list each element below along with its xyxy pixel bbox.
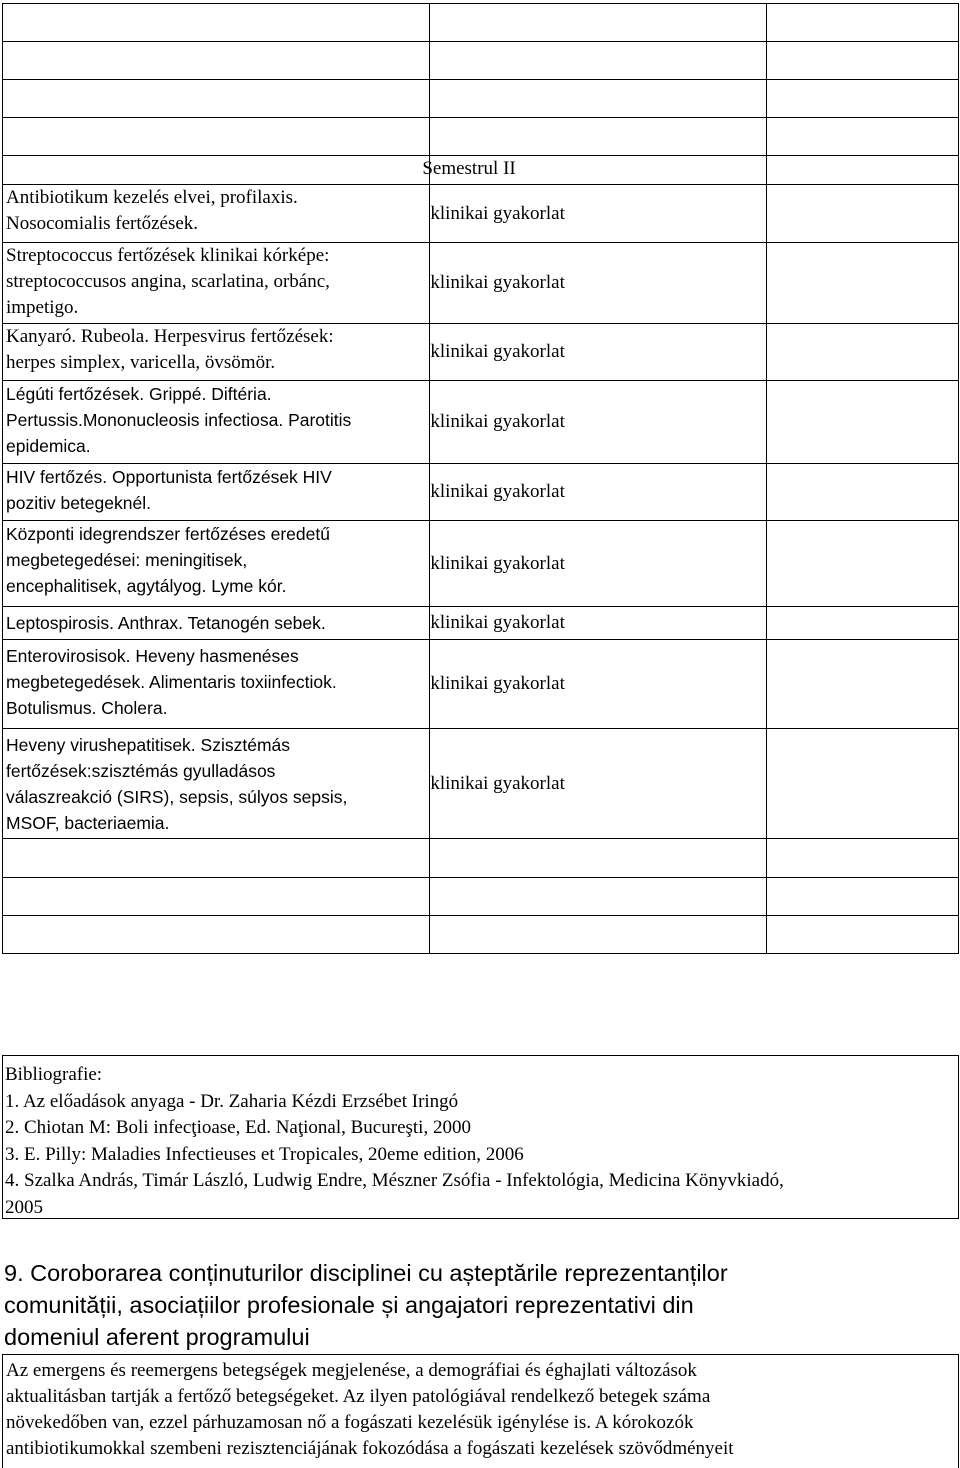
empty-row — [3, 80, 959, 118]
section-9-body: Az emergens és reemergens betegségek megjelenése, a demográfiai és éghajlati változások aktualitásban tartják a fertőző betegségeket. Az ilyen patológiával rendelkező betegek száma növekedőben van, ezzel párhuzamosan nő a fogászati kezelésük igénylése is. A kórokozók antibiotikumokkal szembeni rezisztenciájának fokozódása a fogászati kezelések szövődményeit — [2, 1354, 959, 1468]
table-row — [3, 464, 959, 521]
table-row — [3, 185, 959, 243]
bibliography-heading: Bibliografie: — [5, 1064, 103, 1085]
topic-cell: Központi idegrendszer fertőzéses eredetű megbetegedései: meningitisek, encephalitisek, agytályog. Lyme kór. — [3, 521, 430, 607]
activity-cell: klinikai gyakorlat — [430, 381, 767, 464]
activity-cell: klinikai gyakorlat — [430, 243, 767, 324]
topic-cell: Antibiotikum kezelés elvei, profilaxis. Nosocomialis fertőzések. — [3, 185, 430, 243]
activity-cell: klinikai gyakorlat — [430, 324, 767, 381]
semester-row — [3, 156, 959, 185]
empty-row — [3, 878, 959, 916]
table-row — [3, 243, 959, 324]
table-row — [3, 640, 959, 729]
table-row — [3, 607, 959, 640]
table-row — [3, 324, 959, 381]
bibliography-item: 4. Szalka András, Timár László, Ludwig Endre, Mészner Zsófia - Infektológia, Medicina Könyvkiadó, — [5, 1170, 784, 1191]
topic-cell: Heveny virushepatitisek. Szisztémás fertőzések:szisztémás gyulladásos válaszreakció (SIRS), sepsis, súlyos sepsis, MSOF, bacteriaemia. — [3, 729, 430, 839]
empty-row — [3, 4, 959, 42]
topic-cell: Leptospirosis. Anthrax. Tetanogén sebek. — [3, 607, 430, 640]
bibliography-item: 1. Az előadások anyaga - Dr. Zaharia Kézdi Erzsébet Iringó — [5, 1090, 459, 1112]
bibliography-item: 2. Chiotan M: Boli infecţioase, Ed. Naţional, Bucureşti, 2000 — [5, 1117, 471, 1138]
table-row — [3, 381, 959, 464]
topic-cell: Enterovirosisok. Heveny hasmenéses megbetegedések. Alimentaris toxiinfectiok. Botulismus. Cholera. — [3, 640, 430, 729]
activity-cell: klinikai gyakorlat — [430, 521, 767, 607]
semester-label: Semestrul II — [422, 158, 516, 179]
activity-cell: klinikai gyakorlat — [430, 185, 767, 243]
bibliography-box — [2, 1055, 959, 1219]
topic-cell: Légúti fertőzések. Grippé. Diftéria. Pertussis.Mononucleosis infectiosa. Parotitis epidemica. — [3, 381, 430, 464]
activity-cell: klinikai gyakorlat — [430, 464, 767, 521]
bibliography-item: 3. E. Pilly: Maladies Infectieuses et Tropicales, 20eme edition, 2006 — [5, 1143, 524, 1165]
table-row — [3, 729, 959, 839]
empty-row — [3, 839, 959, 878]
activity-cell: klinikai gyakorlat — [430, 640, 767, 729]
activity-cell: klinikai gyakorlat — [430, 607, 767, 640]
empty-row — [3, 916, 959, 954]
section-9-heading: 9. Coroborarea conținuturilor disciplinei cu așteptările reprezentanților comunității, asociațiilor profesionale și angajatori reprezentativi din domeniul aferent programului — [4, 1260, 728, 1350]
topic-cell: Kanyaró. Rubeola. Herpesvirus fertőzések: herpes simplex, varicella, övsömör. — [3, 324, 430, 381]
empty-row — [3, 42, 959, 80]
topic-cell: HIV fertőzés. Opportunista fertőzések HIV pozitiv betegeknél. — [3, 464, 430, 521]
curriculum-table — [2, 3, 959, 954]
bibliography-item: 2005 — [5, 1196, 43, 1218]
table-row — [3, 521, 959, 607]
topic-cell: Streptococcus fertőzések klinikai kórképe: streptococcusos angina, scarlatina, orbánc, impetigo. — [3, 243, 430, 324]
empty-row — [3, 118, 959, 156]
activity-cell: klinikai gyakorlat — [430, 729, 767, 839]
